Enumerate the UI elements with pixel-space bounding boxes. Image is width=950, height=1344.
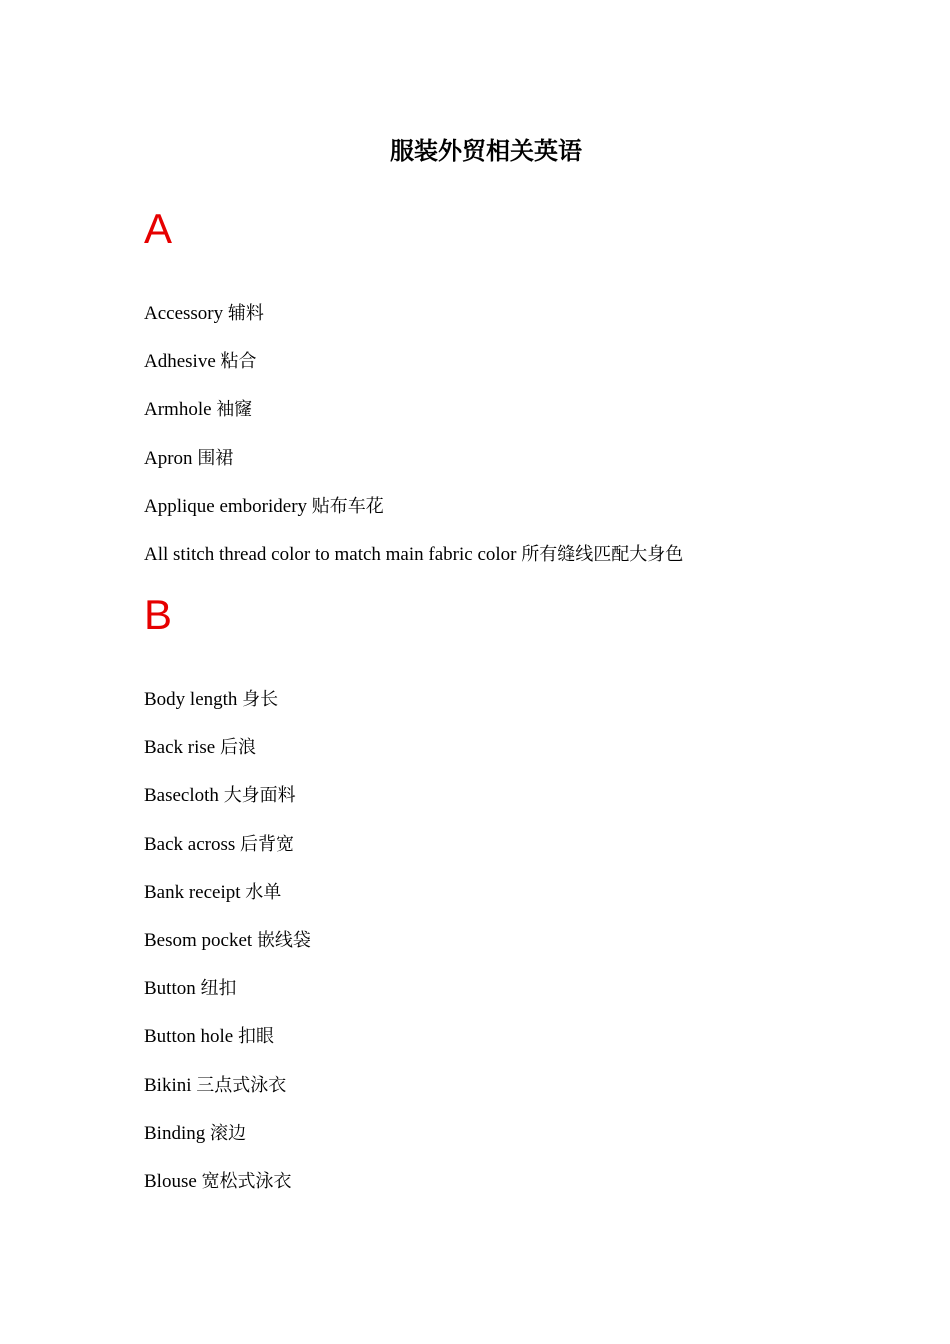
term-chinese: 大身面料 (223, 785, 296, 807)
term-list-a (144, 300, 683, 589)
list-item (144, 686, 311, 734)
term-english: Back rise (144, 737, 220, 759)
list-item (144, 1023, 311, 1071)
list-item (144, 831, 311, 879)
term-chinese: 后浪 (219, 737, 256, 759)
list-item (144, 782, 311, 830)
term-chinese: 所有缝线匹配大身色 (521, 543, 684, 565)
term-chinese: 宽松式泳衣 (201, 1170, 292, 1192)
term-chinese: 围裙 (197, 447, 234, 469)
list-item (144, 1120, 311, 1168)
term-english: Back across (144, 833, 236, 855)
term-english: Adhesive (144, 351, 216, 373)
list-item (144, 300, 683, 348)
term-chinese: 扣眼 (237, 1026, 274, 1048)
document-title: 服装外贸相关英语 (390, 136, 582, 165)
term-english: Accessory (144, 303, 228, 324)
term-english: Besom pocket (144, 929, 253, 951)
term-english: Body length (144, 689, 243, 710)
section-letter-b: B (144, 591, 173, 638)
term-english: Blouse (144, 1170, 202, 1192)
term-english: Applique emboridery (144, 495, 308, 517)
term-english: Bikini (144, 1074, 192, 1096)
list-item (144, 734, 311, 782)
term-chinese: 辅料 (227, 303, 264, 324)
list-item (144, 493, 683, 541)
list-item (144, 975, 311, 1023)
term-english: Apron (144, 447, 193, 469)
term-chinese: 水单 (245, 881, 282, 903)
list-item (144, 1072, 311, 1120)
term-english: Binding (144, 1122, 210, 1144)
list-item (144, 541, 683, 589)
term-chinese: 纽扣 (200, 978, 237, 1000)
term-list-b (144, 686, 311, 1216)
list-item (144, 879, 311, 927)
list-item (144, 396, 683, 444)
section-letter-a: A (144, 205, 173, 252)
term-chinese: 贴布车花 (311, 495, 384, 517)
term-chinese: 后背宽 (240, 833, 295, 855)
list-item (144, 445, 683, 493)
term-chinese: 粘合 (220, 351, 257, 373)
list-item (144, 348, 683, 396)
term-chinese: 嵌线袋 (256, 929, 311, 951)
term-chinese: 滚边 (209, 1122, 246, 1144)
term-english: Basecloth (144, 785, 219, 807)
term-english: Bank receipt (144, 881, 241, 903)
term-english: Armhole (144, 399, 212, 421)
term-english: Button (144, 978, 196, 1000)
term-chinese: 三点式泳衣 (196, 1074, 287, 1096)
term-chinese: 袖窿 (216, 399, 253, 421)
term-chinese: 身长 (242, 689, 279, 710)
list-item (144, 1168, 311, 1216)
term-english: All stitch thread color to match main fabric color (144, 543, 522, 565)
term-english: Button hole (144, 1026, 238, 1048)
list-item (144, 927, 311, 975)
